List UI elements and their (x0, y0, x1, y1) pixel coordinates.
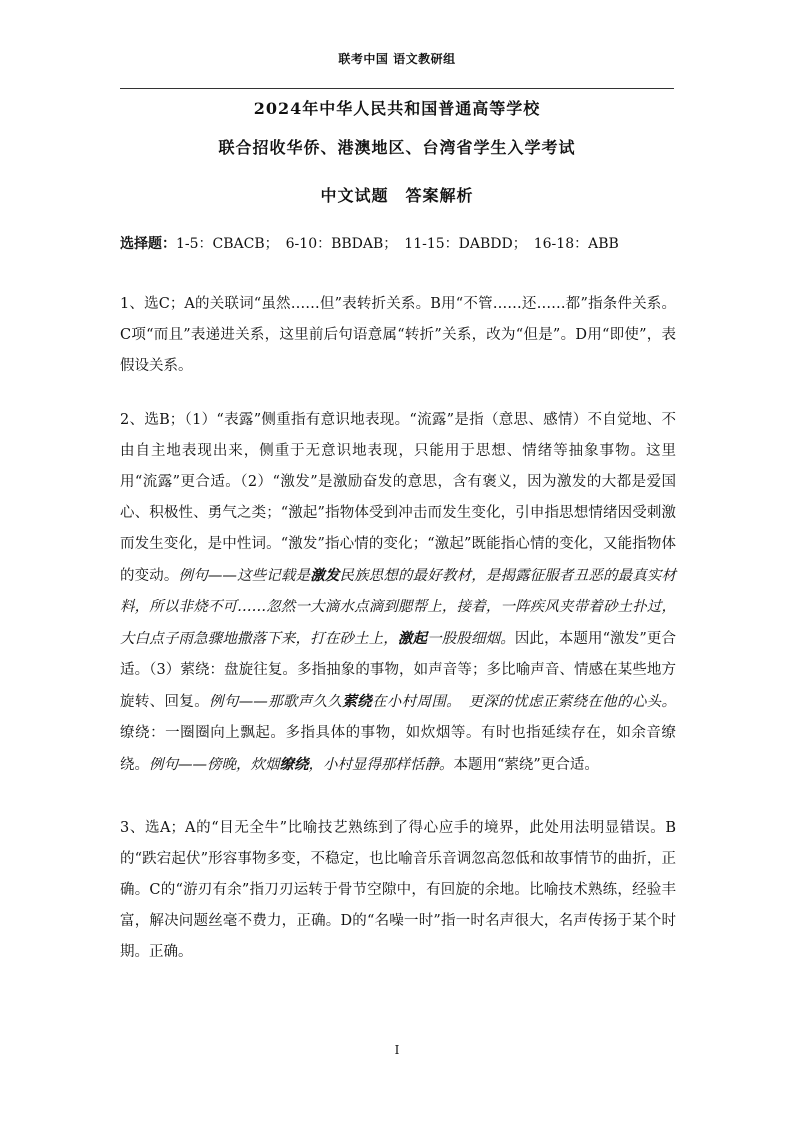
question-3-explanation: 3、选A；A的“目无全牛”比喻技艺熟练到了得心应手的境界，此处用法明显错误。B的“跌宕起伏”形容事物多变，不稳定，也比喻音乐音调忽高忽低和故事情节的曲折，正确。C的“游刃有余”指刀刃运转于骨节空隙中，有回旋的余地。比喻技术熟练，经验丰富，解决问题丝毫不费力，正确。D的“名噪一时”指一时名声很大，名声传扬于某个时期。正确。 (120, 820, 676, 960)
page-number: I (394, 1043, 400, 1057)
q2-example-3-part-a: 例句——傍晚，炊烟 (149, 757, 280, 773)
exam-title-line-1: 2024年中华人民共和国普通高等学校 (253, 99, 541, 118)
question-2-explanation (120, 405, 676, 781)
exam-subtitle: 中文试题 答案解析 (320, 186, 474, 205)
q2-keyword-liaorao: 缭绕 (279, 756, 309, 773)
q2-example-2 (209, 694, 676, 710)
q2-example-2-part-b: 在小村周围。 更深的忧虑正萦绕在他的心头。 (371, 694, 677, 710)
answer-key-label: 选择题： (120, 236, 176, 252)
q2-example-1-part-c: 一股股细烟。 (427, 631, 515, 647)
q2-text-3: 缭绕：一圈圈向上飘起。多指具体的事物，如炊烟等。有时也指延续存在，如余音缭绕。 (120, 725, 676, 773)
q2-text-2: 因此，本题用“激发”更合适。（3）萦绕：盘旋往复。多指抽象的事物，如声音等；多比喻声音、情感在某些地方旋转、回复。 (120, 631, 677, 710)
q2-example-1-part-b: 民族思想的最好教材，是揭露征服者丑恶的最真实材料，所以非烧不可……忽然一大滴水点滴到腮帮上，接着，一阵疾风夹带着砂土扑过，大白点子雨急骤地撒落下来，打在砂土上， (120, 568, 677, 647)
answer-key-values: 1-5：CBACB； 6-10：BBDAB； 11-15：DABDD； 16-18：ABB (176, 236, 619, 252)
header-divider (120, 88, 674, 89)
page-header: 联考中国 语文教研组 (338, 52, 456, 66)
q2-keyword-jifa: 激发 (310, 567, 340, 584)
exam-title-line-2: 联合招收华侨、港澳地区、台湾省学生入学考试 (218, 138, 576, 157)
q2-example-3 (149, 757, 454, 773)
q2-keyword-yingrao: 萦绕 (342, 693, 372, 710)
question-1-explanation: 1、选C；A的关联词“虽然……但”表转折关系。B用“不管……还……都”指条件关系。C项“而且”表递进关系，这里前后句语意属“转折”关系，改为“但是”。D用“即使”，表假设关系。 (120, 296, 676, 374)
answer-key (120, 233, 674, 255)
q2-example-3-part-b: ，小村显得那样恬静。 (308, 757, 454, 773)
q2-example-2-part-a: 例句——那歌声久久 (209, 694, 343, 710)
q2-keyword-jiqi: 激起 (397, 630, 428, 647)
q2-text-4: 本题用“萦绕”更合适。 (453, 757, 599, 773)
q2-example-1-part-a: 例句——这些记载是 (178, 568, 311, 584)
q2-text-1: 2、选B；（1）“表露”侧重指有意识地表现。“流露”是指（意思、感情）不自觉地、不由自主地表现出来，侧重于无意识地表现，只能用于思想、情绪等抽象事物。这里用“流露”更合适。（2）“激发”是激励奋发的意思，含有褒义，因为激发的大都是爱国心、积极性、勇气之类；“激起”指物体受到冲击而发生变化，引申指思想情绪因受刺激而发生变化，是中性词。“激发”指心情的变化；“激起”既能指心情的变化，又能指物体的变动。 (120, 412, 676, 584)
